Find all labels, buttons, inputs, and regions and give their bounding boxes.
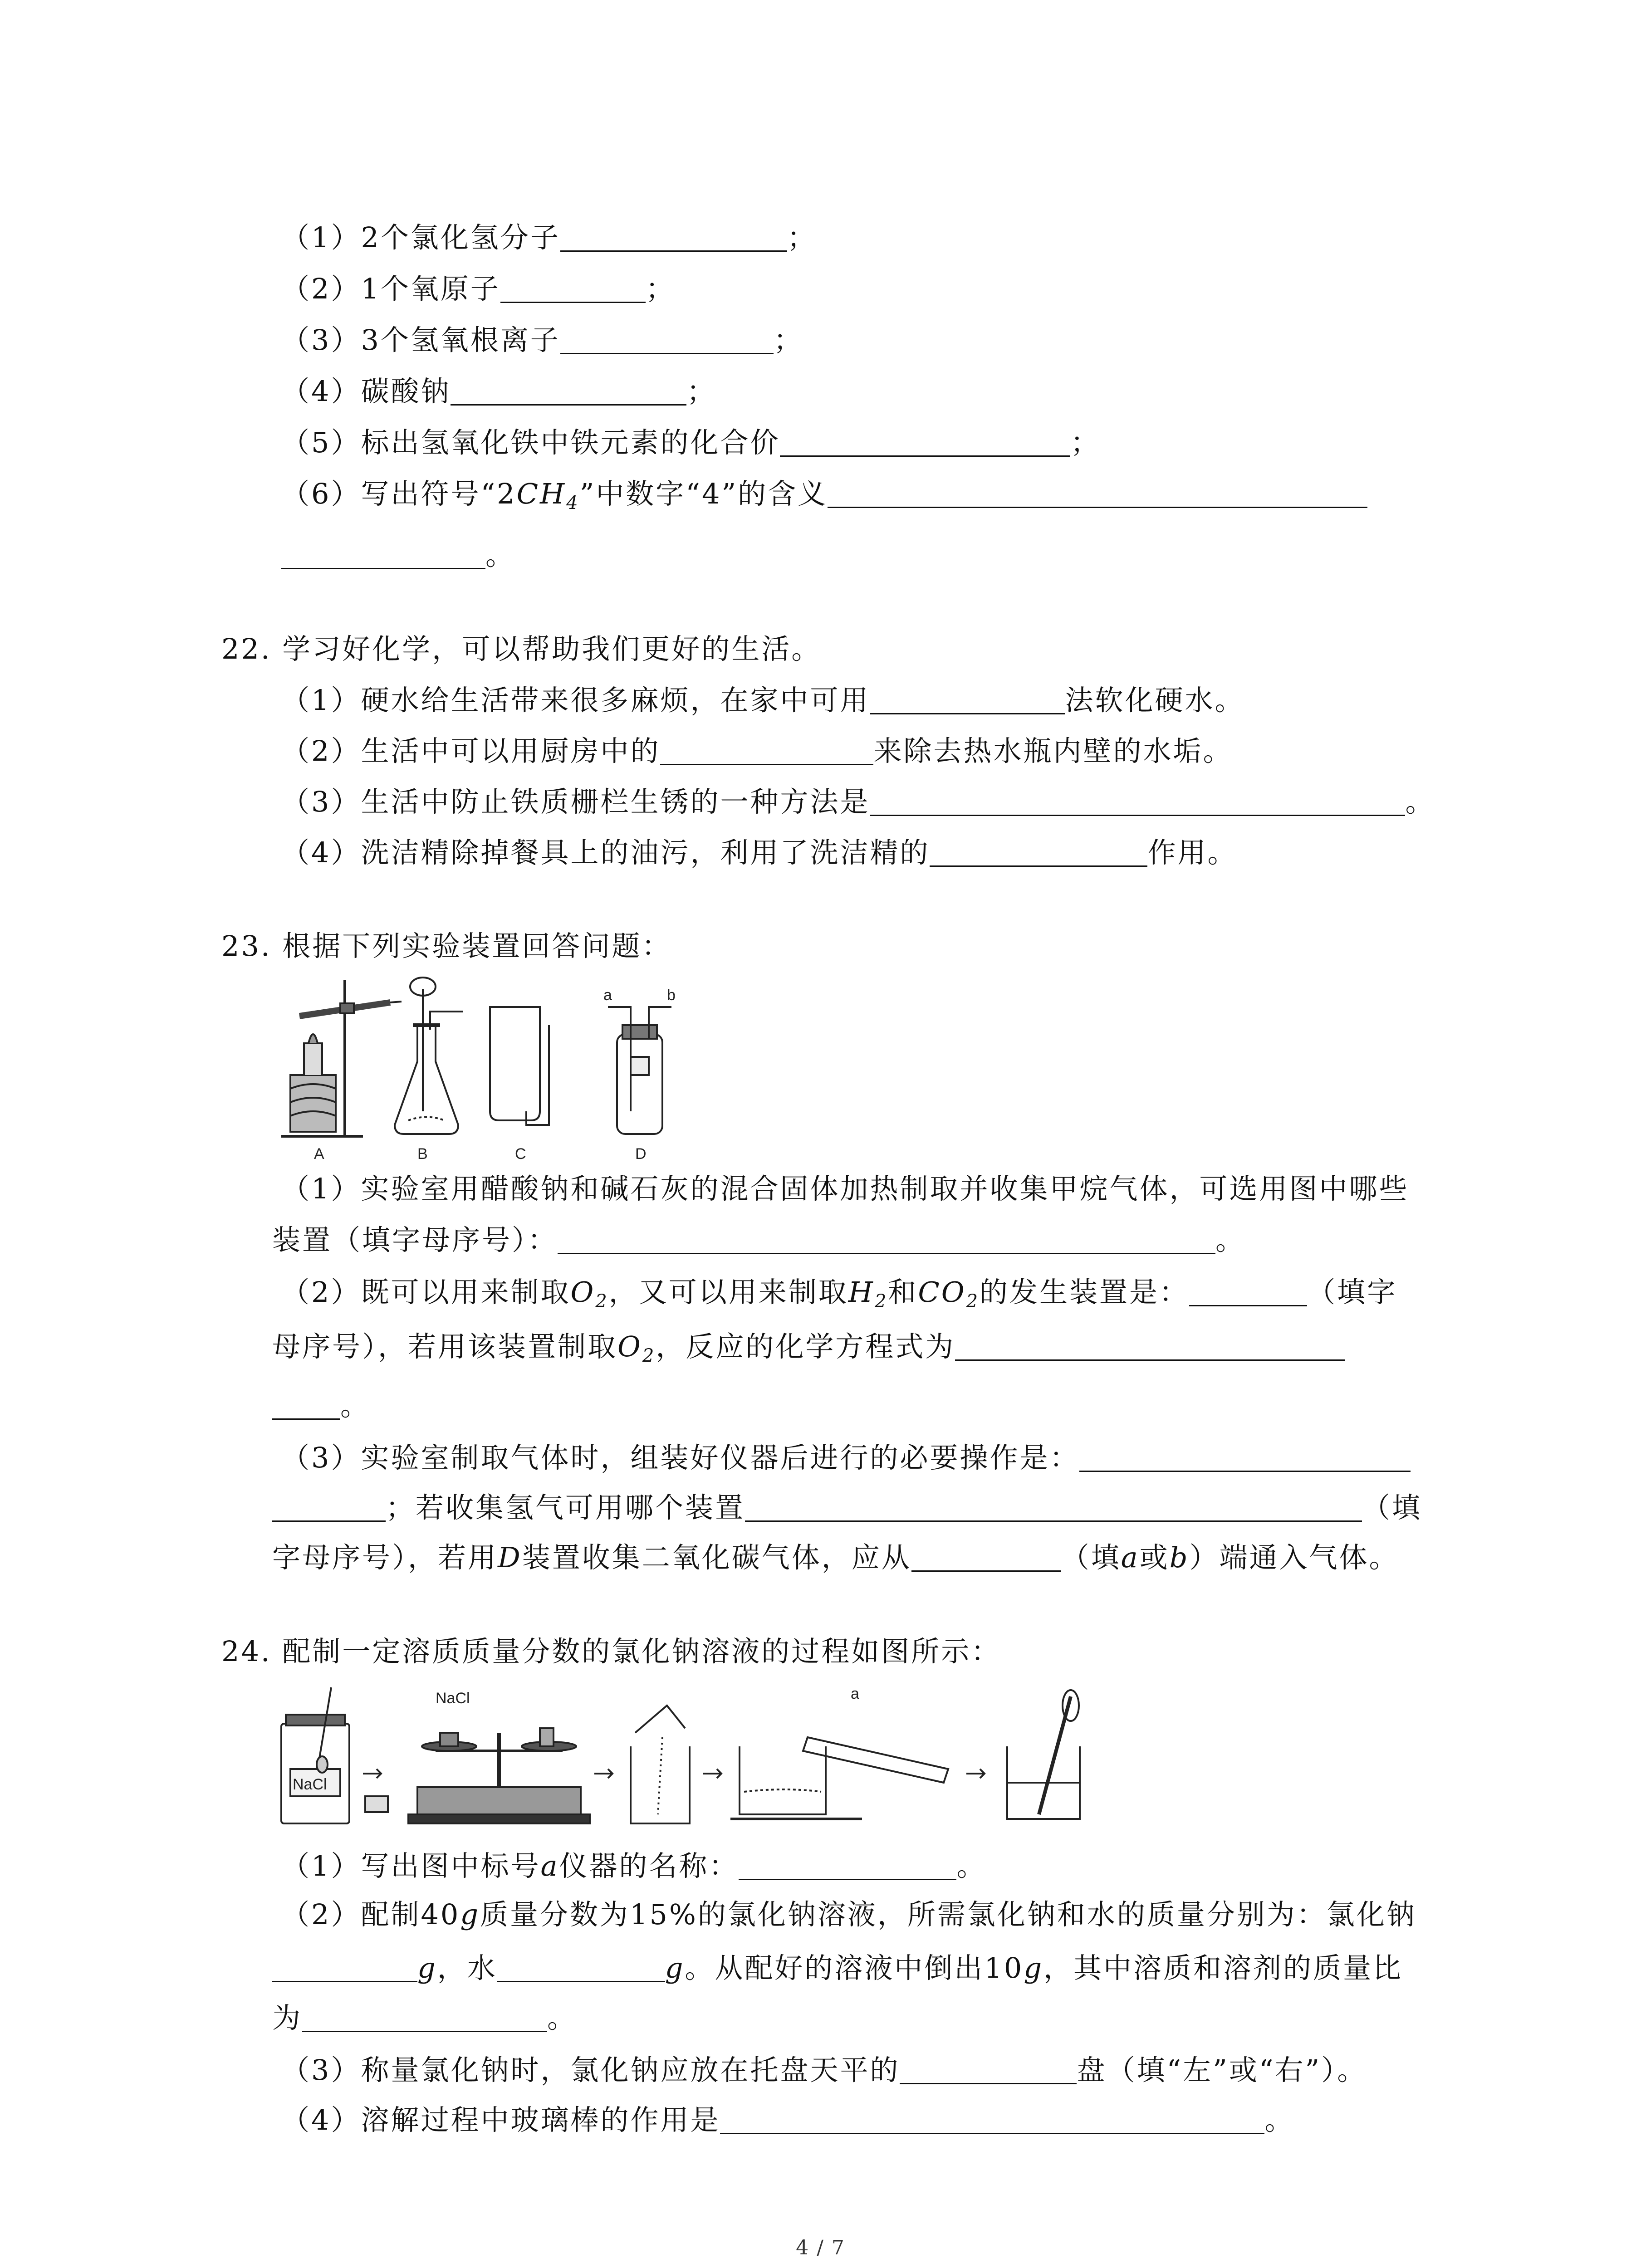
q22-part-3 xyxy=(281,787,1435,816)
answer-blank[interactable] xyxy=(745,1492,1362,1522)
formula-ch: CH xyxy=(516,477,567,510)
arrow-icon xyxy=(703,1769,721,1778)
q24-p1-text: （1）写出图中标号 xyxy=(281,1849,541,1882)
q24-p2-text-3: ，水 xyxy=(437,1951,497,1984)
q22-stem xyxy=(221,632,822,665)
q22-part-4 xyxy=(281,837,1237,867)
answer-blank[interactable] xyxy=(1079,1442,1411,1472)
formula-sub: 2 xyxy=(966,1291,980,1312)
q21-part-2 xyxy=(281,274,676,303)
reagent-bottle xyxy=(281,1687,388,1823)
answer-blank[interactable] xyxy=(500,274,646,303)
arrow-icon xyxy=(966,1769,985,1778)
label-nacl-bottle: NaCl xyxy=(293,1776,327,1793)
port-a-inline: a xyxy=(1121,1541,1140,1574)
punct: ； xyxy=(773,323,803,357)
q23-part-3-cont xyxy=(272,1492,1422,1522)
punct: 。 xyxy=(956,1849,987,1882)
label-d: D xyxy=(635,1145,647,1163)
formula-sub: 2 xyxy=(642,1345,656,1366)
apparatus-c xyxy=(490,1007,549,1125)
q23-p3-text-4: 字母序号），若用 xyxy=(272,1541,498,1574)
label-port-a: a xyxy=(603,987,612,1004)
q23-p2-text-5: 母序号），若用该装置制取 xyxy=(272,1330,618,1363)
answer-blank[interactable] xyxy=(900,2055,1077,2084)
q22-p4-text: （4）洗洁精除掉餐具上的油污，利用了洗洁精的 xyxy=(281,836,930,869)
q24-part-1 xyxy=(281,1851,986,1880)
answer-blank[interactable] xyxy=(660,736,873,765)
answer-blank[interactable] xyxy=(302,2003,547,2032)
answer-blank[interactable] xyxy=(272,1492,386,1522)
q22-p2-text: （2）生活中可以用厨房中的 xyxy=(281,734,661,767)
formula-sub: 4 xyxy=(566,493,580,513)
punct: 。 xyxy=(1215,1223,1246,1256)
q23-p3-text-5: 装置收集二氧化碳气体，应从 xyxy=(522,1541,911,1574)
answer-blank[interactable] xyxy=(870,685,1065,714)
q21-p6-text: （6）写出符号“2 xyxy=(281,477,517,510)
punct: ； xyxy=(787,221,817,254)
q24-part-4 xyxy=(281,2105,1294,2134)
answer-blank[interactable] xyxy=(955,1331,1345,1361)
answer-blank[interactable] xyxy=(1189,1277,1307,1306)
label-d-inline: D xyxy=(498,1541,522,1574)
label-c: C xyxy=(515,1145,526,1163)
label-a: A xyxy=(314,1145,324,1163)
answer-blank[interactable] xyxy=(870,787,1405,816)
q23-p2-text: （2）既可以用来制取 xyxy=(281,1276,571,1309)
answer-blank[interactable] xyxy=(828,479,1367,508)
q23-p3-text-2: ；若收集氢气可用哪个装置 xyxy=(386,1491,745,1524)
q23-p1-text: （1）实验室用醋酸钠和碱石灰的混合固体加热制取并收集甲烷气体，可选用图中哪些 xyxy=(281,1172,1409,1205)
q24-p2-text-6: 为 xyxy=(272,2001,303,2034)
q21-p5-text: （5）标出氢氧化铁中铁元素的化合价 xyxy=(281,426,780,459)
apparatus-a xyxy=(281,980,402,1136)
q21-p1-text: （1）2个氯化氢分子 xyxy=(281,221,560,254)
arrow-icon xyxy=(594,1769,612,1778)
q23-stem xyxy=(221,929,672,963)
q22-part-2 xyxy=(281,736,1233,765)
q23-part-3 xyxy=(281,1442,1411,1472)
answer-blank[interactable] xyxy=(272,1953,417,1982)
q22-p1-text-2: 法软化硬水。 xyxy=(1065,684,1245,717)
q23-p3-text: （3）实验室制取气体时，组装好仪器后进行的必要操作是： xyxy=(281,1441,1080,1474)
q21-p4-text: （4）碳酸钠 xyxy=(281,375,451,408)
punct: ； xyxy=(1070,426,1101,459)
beaker-pour xyxy=(631,1706,690,1823)
label-port-b: b xyxy=(667,987,676,1004)
q24-part-3 xyxy=(281,2053,1367,2087)
q23-p3-or: 或 xyxy=(1139,1541,1170,1574)
arrow-icon xyxy=(363,1769,381,1778)
formula-sub: 2 xyxy=(595,1291,609,1312)
answer-blank[interactable] xyxy=(780,427,1070,457)
answer-blank[interactable] xyxy=(560,325,774,354)
q23-p2-text-3: 的发生装置是： xyxy=(980,1276,1190,1309)
unit-g: g xyxy=(665,1951,685,1984)
unit-g: g xyxy=(417,1951,437,1984)
answer-blank[interactable] xyxy=(739,1851,956,1880)
answer-blank[interactable] xyxy=(720,2105,1264,2134)
answer-blank[interactable] xyxy=(497,1953,665,1982)
label-a-inline: a xyxy=(540,1849,559,1882)
q21-part-4 xyxy=(281,376,716,406)
punct: 。 xyxy=(547,2001,578,2034)
answer-blank[interactable] xyxy=(558,1225,1215,1254)
label-b: B xyxy=(417,1145,428,1163)
q24-p2-text-2: 质量分数为15%的氯化钠溶液，所需氯化钠和水的质量分别为：氯化钠 xyxy=(480,1898,1416,1931)
q21-p2-text: （2）1个氧原子 xyxy=(281,272,500,305)
q23-part-2-cont-2 xyxy=(272,1390,370,1420)
beaker-stir xyxy=(1007,1690,1080,1819)
formula-co: CO xyxy=(918,1276,966,1309)
q21-part-6-cont xyxy=(281,538,516,572)
unit-g: g xyxy=(1024,1951,1044,1984)
q21-part-3 xyxy=(281,323,803,357)
q22-p3-text-2: 。 xyxy=(1405,785,1435,818)
q23-p3-text-6: （填 xyxy=(1061,1541,1121,1574)
punct: 。 xyxy=(485,538,516,572)
formula-o: O xyxy=(617,1330,642,1363)
q22-p4-text-2: 作用。 xyxy=(1147,836,1238,869)
q23-p2-text-4: （填字 xyxy=(1307,1276,1397,1309)
answer-blank[interactable] xyxy=(930,837,1147,867)
apparatus-d xyxy=(608,1007,671,1134)
q24-p3-text-2: 盘（填“左”或“右”）。 xyxy=(1077,2053,1367,2087)
q23-part-2 xyxy=(281,1277,1397,1310)
q23-stem-text: 23. 根据下列实验装置回答问题： xyxy=(221,929,672,963)
q23-p3-text-7: ）端通入气体。 xyxy=(1189,1541,1399,1574)
unit-g: g xyxy=(460,1898,480,1931)
formula-sub: 2 xyxy=(874,1291,888,1312)
port-b-inline: b xyxy=(1169,1541,1190,1574)
q24-p4-text: （4）溶解过程中玻璃棒的作用是 xyxy=(281,2103,720,2136)
q24-p1-text-2: 仪器的名称： xyxy=(559,1849,739,1882)
q22-p2-text-2: 来除去热水瓶内壁的水垢。 xyxy=(873,734,1233,767)
q22-p1-text: （1）硬水给生活带来很多麻烦，在家中可用 xyxy=(281,684,870,717)
page-number: 4 / 7 xyxy=(796,2236,845,2259)
q24-p2-text: （2）配制40 xyxy=(281,1898,460,1931)
q24-part-2 xyxy=(281,1898,1416,1931)
beaker-cylinder xyxy=(730,1737,948,1819)
q23-p1-text-2: 装置（填字母序号）： xyxy=(272,1223,558,1256)
q24-part-2-cont-2 xyxy=(272,2003,577,2032)
q21-part-5 xyxy=(281,427,1100,457)
q21-part-6 xyxy=(281,479,1367,512)
formula-h: H xyxy=(848,1276,875,1309)
q22-p3-text: （3）生活中防止铁质栅栏生锈的一种方法是 xyxy=(281,785,870,818)
q24-stem xyxy=(221,1637,1001,1666)
q24-procedure-figure xyxy=(272,1678,1134,1833)
answer-blank[interactable] xyxy=(451,376,686,406)
q23-p2-text-6: ，反应的化学方程式为 xyxy=(656,1330,955,1363)
punct: 。 xyxy=(340,1389,371,1422)
formula-o: O xyxy=(570,1276,596,1309)
answer-blank[interactable] xyxy=(272,1390,340,1420)
q21-p6-text-2: ”中数字“4”的含义 xyxy=(579,477,828,510)
label-instrument-a: a xyxy=(851,1685,859,1702)
q23-part-1 xyxy=(281,1172,1409,1205)
apparatus-b xyxy=(395,978,463,1134)
punct: 。 xyxy=(1264,2103,1295,2136)
answer-blank[interactable] xyxy=(560,222,787,252)
answer-blank[interactable] xyxy=(281,540,485,569)
q23-p2-and: 和 xyxy=(888,1276,918,1309)
q23-p2-text-2: ，又可以用来制取 xyxy=(608,1276,848,1309)
label-nacl-balance: NaCl xyxy=(436,1690,470,1707)
q24-part-2-cont xyxy=(272,1953,1403,1982)
balance xyxy=(408,1728,590,1823)
q21-p3-text: （3）3个氢氧根离子 xyxy=(281,323,560,357)
q23-apparatus-figure xyxy=(272,975,717,1166)
q21-part-1 xyxy=(281,222,817,252)
q22-part-1 xyxy=(281,684,1245,717)
q24-p2-text-5: ，其中溶质和溶剂的质量比 xyxy=(1043,1951,1403,1984)
q23-part-1-cont xyxy=(272,1225,1245,1254)
q22-stem-text: 22. 学习好化学，可以帮助我们更好的生活。 xyxy=(221,632,822,665)
q24-p3-text: （3）称量氯化钠时，氯化钠应放在托盘天平的 xyxy=(281,2053,900,2087)
q24-stem-text: 24. 配制一定溶质质量分数的氯化钠溶液的过程如图所示： xyxy=(221,1635,1001,1668)
punct: ； xyxy=(686,375,717,408)
punct: ； xyxy=(645,272,676,305)
answer-blank[interactable] xyxy=(911,1542,1061,1572)
q23-part-3-cont-2 xyxy=(272,1542,1399,1572)
q24-p2-text-4: 。从配好的溶液中倒出10 xyxy=(685,1951,1024,1984)
q23-p3-text-3: （填 xyxy=(1362,1491,1422,1524)
q23-part-2-cont xyxy=(272,1331,1345,1365)
